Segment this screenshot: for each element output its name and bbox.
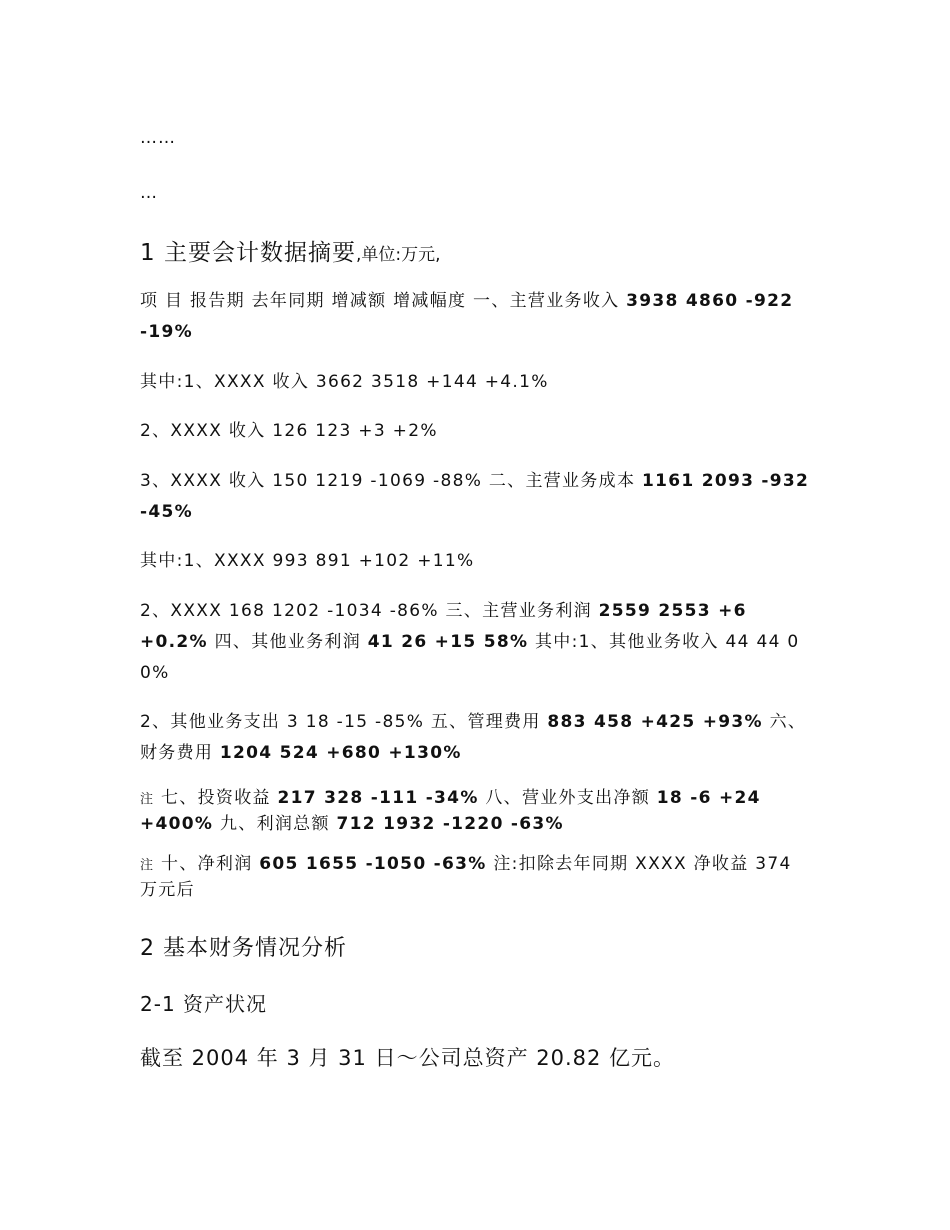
note-marker: 注 xyxy=(140,792,155,807)
section-1-unit: ,单位:万元, xyxy=(355,245,441,265)
bold-figures: 41 26 +15 58% xyxy=(367,632,529,652)
bold-figures: 3938 4860 -922 -19% xyxy=(140,291,794,342)
paragraph-revenue-2: 2、XXXX 收入 126 123 +3 +2% xyxy=(140,421,438,441)
bold-figures: 1161 2093 -932 -45% xyxy=(140,471,810,522)
bold-figures: 217 328 -111 -34% xyxy=(277,788,479,808)
ellipsis-line-2: … xyxy=(140,183,158,203)
section-2-1-heading: 2-1 资产状况 xyxy=(140,992,268,1016)
paragraph-total-assets: 截至 2004 年 3 月 31 日～公司总资产 20.82 亿元。 xyxy=(140,1046,676,1070)
text-run: 六、财务费用 xyxy=(140,712,807,763)
bold-figures: 712 1932 -1220 -63% xyxy=(336,814,564,834)
bold-figures: 18 -6 +24 +400% xyxy=(140,788,761,834)
bold-figures: 1204 524 +680 +130% xyxy=(219,743,462,763)
section-1-title: 1 主要会计数据摘要 xyxy=(140,240,356,266)
text-run: 七、投资收益 xyxy=(154,788,278,808)
paragraph-main-cost xyxy=(140,466,812,528)
text-run: 注:扣除去年同期 XXXX 净收益 374 万元后 xyxy=(140,854,792,900)
paragraph-investment xyxy=(140,786,812,836)
text-run: 其中:1、其他业务收入 44 44 0 0% xyxy=(140,632,800,683)
paragraph-main-profit xyxy=(140,596,812,689)
note-marker: 注 xyxy=(140,858,155,873)
bold-figures: 2559 2553 +6 +0.2% xyxy=(140,601,747,652)
text-run: 2、其他业务支出 3 18 -15 -85% 五、管理费用 xyxy=(140,712,548,732)
text-run: 3、XXXX 收入 150 1219 -1069 -88% 二、主营业务成本 xyxy=(140,471,642,491)
text-run: 八、营业外支出净额 xyxy=(478,788,657,808)
bold-figures: 883 458 +425 +93% xyxy=(547,712,763,732)
ellipsis-line-1: …… xyxy=(140,128,176,148)
paragraph-main-revenue xyxy=(140,286,812,348)
text-run: 2、XXXX 168 1202 -1034 -86% 三、主营业务利润 xyxy=(140,601,599,621)
text-run: 十、净利润 xyxy=(154,854,260,874)
text-run: 项 目 报告期 去年同期 增减额 增减幅度 一、主营业务收入 xyxy=(140,291,627,311)
bold-figures: 605 1655 -1050 -63% xyxy=(259,854,487,874)
section-1-heading xyxy=(140,234,812,267)
text-run: 九、利润总额 xyxy=(213,814,337,834)
text-run: 四、其他业务利润 xyxy=(207,632,368,652)
paragraph-expenses xyxy=(140,707,812,769)
paragraph-net-profit xyxy=(140,852,812,902)
paragraph-cost-1: 其中:1、XXXX 993 891 +102 +11% xyxy=(140,551,475,571)
section-2-heading: 2 基本财务情况分析 xyxy=(140,936,347,961)
paragraph-revenue-1: 其中:1、XXXX 收入 3662 3518 +144 +4.1% xyxy=(140,372,549,392)
